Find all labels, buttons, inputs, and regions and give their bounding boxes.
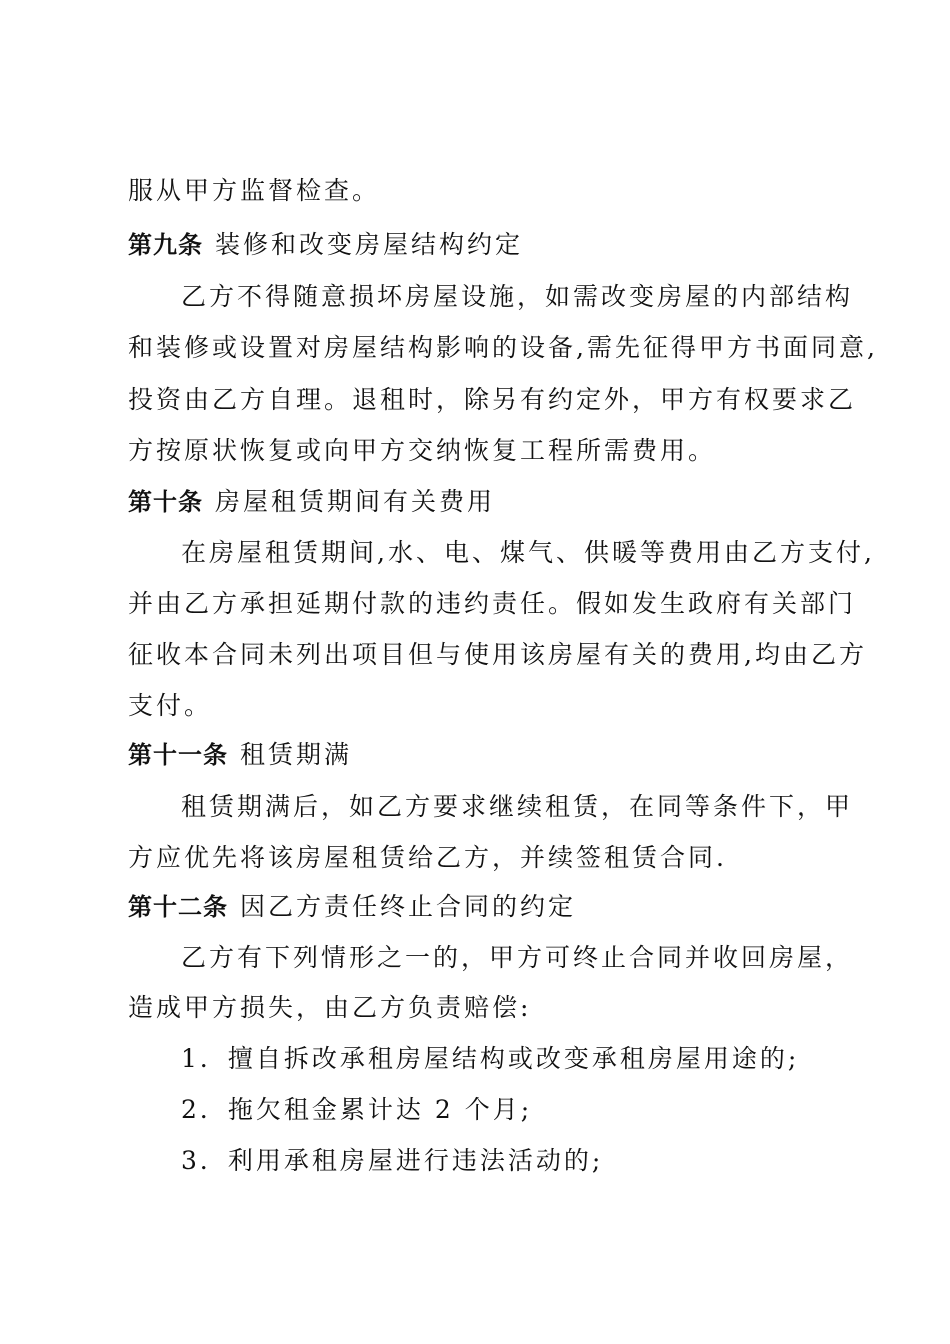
- body-line: 征收本合同未列出项目但与使用该房屋有关的费用,均由乙方: [128, 640, 867, 669]
- article-heading: [128, 230, 523, 260]
- body-line: 并由乙方承担延期付款的违约责任。假如发生政府有关部门: [128, 589, 857, 618]
- article-number: 第十二条: [128, 893, 228, 921]
- body-line: 乙方不得随意损坏房屋设施，如需改变房屋的内部结构: [181, 282, 854, 311]
- body-line: 和装修或设置对房屋结构影响的设备,需先征得甲方书面同意,: [128, 333, 878, 362]
- body-line: 在房屋租赁期间,水、电、煤气、供暖等费用由乙方支付,: [181, 538, 875, 567]
- body-line: 租赁期满后，如乙方要求继续租赁，在同等条件下，甲: [181, 792, 854, 821]
- article-heading: [128, 487, 495, 517]
- article-number: 第九条: [128, 231, 203, 259]
- article-number: 第十一条: [128, 741, 228, 769]
- list-item: 2．拖欠租金累计达 2 个月;: [181, 1095, 533, 1124]
- article-heading: [128, 892, 576, 922]
- article-title: 房屋租赁期间有关费用: [215, 487, 496, 516]
- article-heading: [128, 740, 352, 770]
- body-line: 支付。: [128, 691, 213, 720]
- body-line: 乙方有下列情形之一的，甲方可终止合同并收回房屋，: [181, 943, 854, 972]
- list-item: 3．利用承租房屋进行违法活动的;: [181, 1146, 604, 1175]
- article-title: 租赁期满: [240, 740, 353, 769]
- body-line: 造成甲方损失，由乙方负责赔偿:: [128, 993, 532, 1022]
- body-line: 方按原状恢复或向甲方交纳恢复工程所需费用。: [128, 436, 717, 465]
- list-item: 1．擅自拆改承租房屋结构或改变承租房屋用途的;: [181, 1044, 800, 1073]
- body-line: 方应优先将该房屋租赁给乙方，并续签租赁合同.: [128, 843, 727, 872]
- article-title: 因乙方责任终止合同的约定: [240, 892, 577, 921]
- body-line: 服从甲方监督检查。: [128, 176, 381, 205]
- article-number: 第十条: [128, 488, 203, 516]
- body-line: 投资由乙方自理。退租时，除另有约定外，甲方有权要求乙: [128, 385, 857, 414]
- article-title: 装修和改变房屋结构约定: [215, 230, 524, 259]
